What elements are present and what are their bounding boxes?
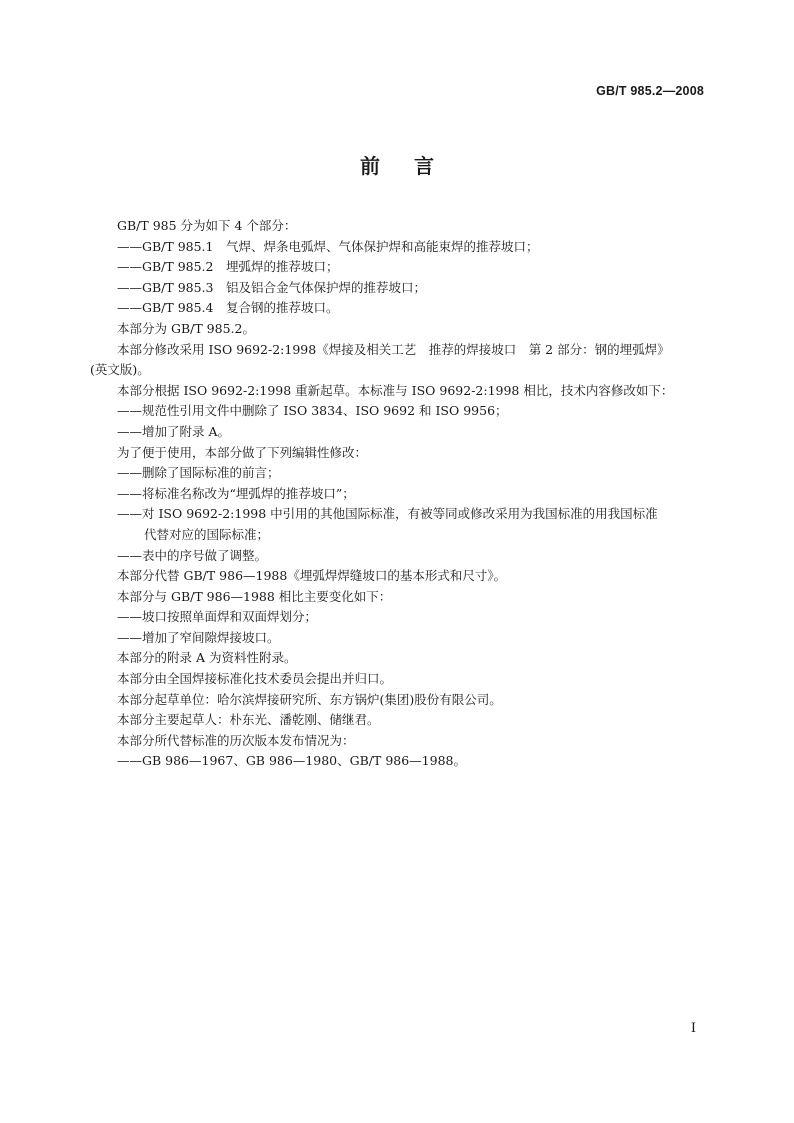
foreword-line: 本部分根据 ISO 9692-2:1998 重新起草。本标准与 ISO 9692-2:1998 相比，技术内容修改如下：	[117, 382, 674, 398]
foreword-line: 本部分修改采用 ISO 9692-2:1998《焊接及相关工艺 推荐的焊接坡口 第 2 部分：钢的埋弧焊》	[117, 341, 670, 357]
foreword-line: ——GB/T 985.3 铝及铝合金气体保护焊的推荐坡口；	[117, 279, 426, 295]
foreword-line: 本部分所代替标准的历次版本发布情况为：	[117, 732, 355, 748]
foreword-line: ——增加了窄间隙焊接坡口。	[117, 629, 280, 645]
foreword-line: ——删除了国际标准的前言；	[117, 465, 280, 481]
foreword-line: ——规范性引用文件中删除了 ISO 3834、ISO 9692 和 ISO 9956；	[117, 403, 508, 419]
foreword-line: 代替对应的国际标准；	[144, 526, 270, 542]
foreword-line: 本部分为 GB/T 985.2。	[117, 320, 255, 336]
foreword-line: GB/T 985 分为如下 4 个部分：	[117, 218, 297, 233]
foreword-line: 本部分的附录 A 为资料性附录。	[117, 650, 297, 666]
foreword-line: 为了便于使用，本部分做了下列编辑性修改：	[117, 444, 368, 460]
foreword-line: 本部分由全国焊接标准化技术委员会提出并归口。	[117, 671, 393, 687]
foreword-line: ——GB 986—1967、GB 986—1980、GB/T 986—1988。	[117, 753, 466, 769]
foreword-line: 本部分代替 GB/T 986—1988《埋弧焊焊缝坡口的基本形式和尺寸》。	[117, 568, 507, 584]
foreword-line: ——表中的序号做了调整。	[117, 547, 268, 563]
foreword-line: ——GB/T 985.4 复合钢的推荐坡口。	[117, 300, 339, 316]
foreword-line: ——坡口按照单面焊和双面焊划分；	[117, 609, 318, 625]
foreword-body	[90, 216, 707, 772]
foreword-line: 本部分起草单位：哈尔滨焊接研究所、东方锅炉(集团)股份有限公司。	[117, 691, 502, 707]
page-title: 前言	[360, 154, 468, 178]
foreword-line: ——将标准名称改为“埋弧焊的推荐坡口”；	[117, 485, 355, 501]
foreword-line: ——对 ISO 9692-2:1998 中引用的其他国际标准，有被等同或修改采用为我国标准的用我国标准	[117, 506, 658, 522]
foreword-line: ——GB/T 985.1 气焊、焊条电弧焊、气体保护焊和高能束焊的推荐坡口；	[117, 238, 539, 254]
foreword-line: ——GB/T 985.2 埋弧焊的推荐坡口；	[117, 259, 339, 275]
foreword-line: 本部分主要起草人：朴东光、潘乾刚、储继君。	[117, 712, 380, 728]
foreword-line: 本部分与 GB/T 986—1988 相比主要变化如下：	[117, 588, 392, 604]
standard-number: GB/T 985.2—2008	[596, 84, 704, 98]
foreword-line: ——增加了附录 A。	[117, 423, 231, 439]
foreword-line: (英文版)。	[90, 362, 150, 378]
page-number: I	[690, 1021, 696, 1036]
